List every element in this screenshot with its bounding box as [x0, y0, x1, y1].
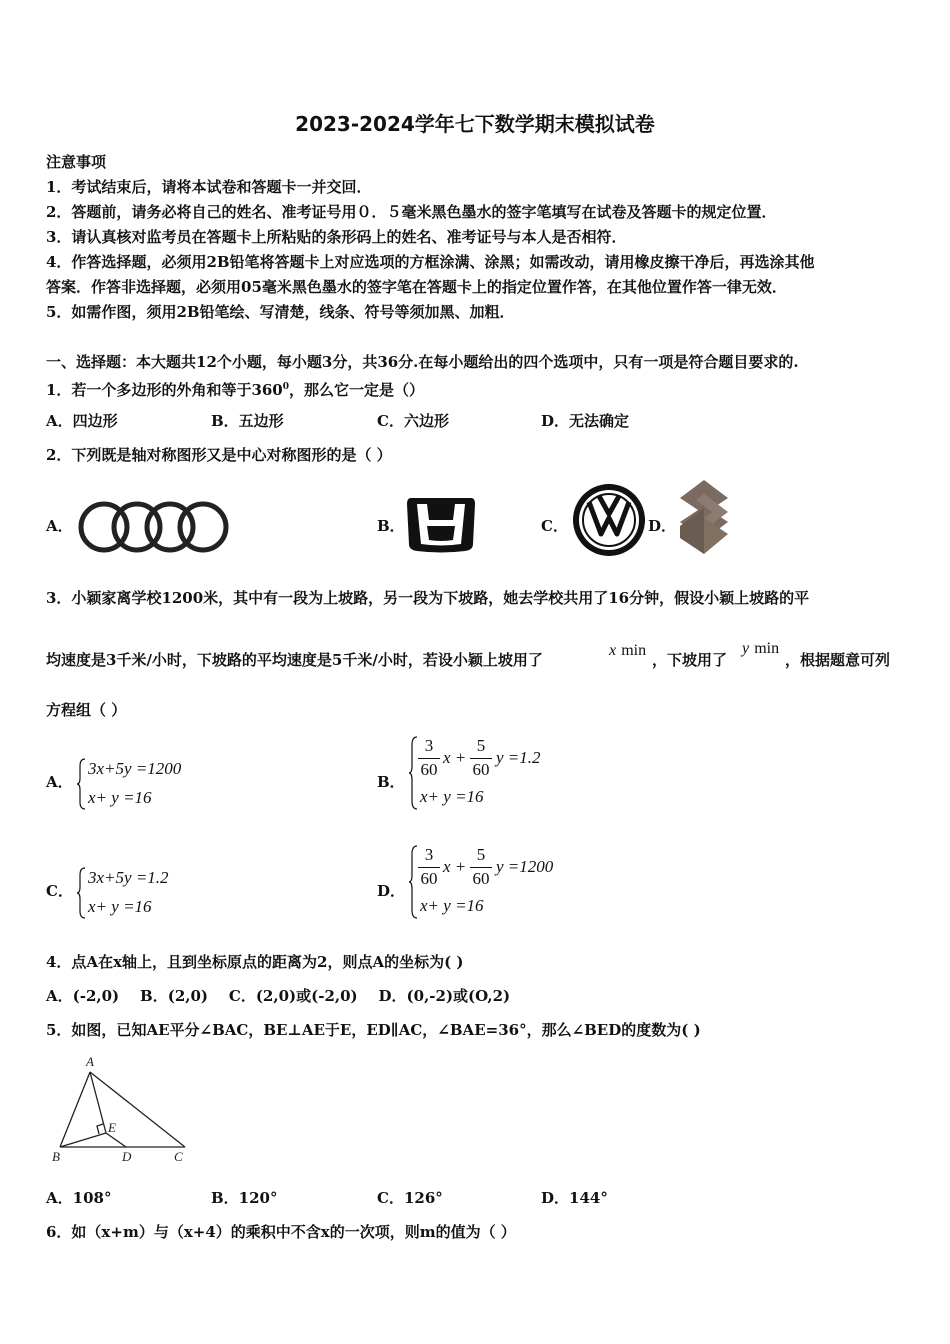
question-3-line2c: ，根据题意可列	[785, 651, 891, 669]
brace-icon	[408, 845, 418, 919]
question-3-line1: 3．小颖家离学校1200米，其中有一段为上坡路，另一段为下坡路，她去学校共用了16分钟，假设小颖上坡路的平	[46, 589, 810, 607]
question-6-stem: 6．如（x+m）与（x+4）的乘积中不含x的一次项，则m的值为（ ）	[46, 1223, 516, 1241]
notice-item: 3．请认真核对监考员在答题卡上所粘贴的条形码上的姓名、准考证号与本人是否相符．	[46, 228, 627, 246]
vertex-label-a: A	[86, 1054, 94, 1069]
q3a-equation-2: x+ y =16	[88, 788, 152, 807]
q1-option-b: B．五边形	[211, 412, 284, 430]
section-heading: 一、选择题：本大题共12个小题，每小题3分，共36分.在每小题给出的四个选项中，只有一项是符合题目要求的.	[46, 353, 799, 371]
y-min-expr: y min	[742, 640, 780, 657]
q3d-frac-den-2: 60	[472, 869, 490, 888]
vertex-label-c: C	[174, 1149, 183, 1164]
q3b-frac-den-1: 60	[420, 760, 438, 779]
question-3-line2a: 均速度是3千米/小时，下坡路的平均速度是5千米/小时，若设小颖上坡用了	[46, 651, 543, 669]
brace-icon	[76, 867, 86, 919]
fraction-bar	[418, 758, 440, 759]
notice-item: 1．考试结束后，请将本试卷和答题卡一并交回．	[46, 178, 372, 196]
vertex-label-b: B	[52, 1149, 60, 1164]
vertex-label-d: D	[122, 1149, 132, 1164]
q3-option-d: D．	[377, 882, 406, 900]
q3b-frac-den-2: 60	[472, 760, 490, 779]
q1-option-a: A．四边形	[46, 412, 118, 430]
q1-option-c: C．六边形	[377, 412, 449, 430]
q3b-end: y =1.2	[496, 748, 541, 767]
q3d-equation-2: x+ y =16	[420, 896, 484, 915]
vertex-label-e: E	[108, 1120, 116, 1135]
question-5-stem: 5．如图，已知AE平分∠BAC，BE⊥AE于E，ED∥AC，∠BAE=36°，那么∠BED的度数为( )	[46, 1021, 701, 1039]
q2-option-a: A．	[46, 517, 73, 535]
brace-icon	[76, 758, 86, 810]
x-min-expr: x min	[609, 642, 647, 659]
brace-icon	[408, 736, 418, 810]
q3b-frac-num-1: 3	[424, 736, 434, 755]
notice-item: 2．答题前，请务必将自己的姓名、准考证号用０．５毫米黑色墨水的签字笔填写在试卷及答题卡的规定位置．	[46, 203, 777, 221]
triangle-figure	[48, 1050, 198, 1166]
q3a-equation-1: 3x+5y =1200	[88, 759, 182, 778]
question-1-stem: 1．若一个多边形的外角和等于$360^0$，那么它一定是（）	[46, 381, 425, 399]
q3b-frac-num-2: 5	[476, 736, 486, 755]
q5-option-c: C．126°	[377, 1189, 443, 1207]
q3d-mid: x +	[443, 857, 467, 876]
q5-option-b: B．120°	[211, 1189, 278, 1207]
q2-option-c: C．	[541, 517, 568, 535]
question-4-stem: 4．点A在x轴上，且到坐标原点的距离为2，则点A的坐标为( )	[46, 953, 464, 971]
fraction-bar	[418, 867, 440, 868]
fraction-bar	[470, 867, 492, 868]
q3b-mid: x +	[443, 748, 467, 767]
four-rings-logo	[74, 500, 230, 554]
q3-option-a: A．	[46, 773, 73, 791]
notice-item: 5．如需作图，须用2B铅笔绘、写清楚，线条、符号等须加黑、加粗．	[46, 303, 515, 321]
q2-option-b: B．	[377, 517, 405, 535]
notice-item: 答案．作答非选择题，必须用05毫米黑色墨水的签字笔在答题卡上的指定位置作答，在其他位置作答一律无效．	[46, 278, 787, 296]
vw-logo	[571, 482, 647, 558]
question-2-stem: 2．下列既是轴对称图形又是中心对称图形的是（ ）	[46, 446, 392, 464]
notice-item: 4．作答选择题，必须用2B铅笔将答题卡上对应选项的方框涂满、涂黑；如需改动，请用橡皮擦干净后，再选涂其他	[46, 253, 815, 271]
page-title: 2023-2024学年七下数学期末模拟试卷	[295, 112, 655, 136]
q3-option-b: B．	[377, 773, 405, 791]
q3d-frac-den-1: 60	[420, 869, 438, 888]
question-3-line2b: ，下坡用了	[652, 651, 728, 669]
q5-option-a: A．108°	[46, 1189, 112, 1207]
q3d-frac-num-2: 5	[476, 845, 486, 864]
question-3-line3: 方程组（ ）	[46, 701, 127, 719]
q3b-equation-2: x+ y =16	[420, 787, 484, 806]
q3c-equation-1: 3x+5y =1.2	[88, 868, 169, 887]
q3d-frac-num-1: 3	[424, 845, 434, 864]
q5-option-d: D．144°	[541, 1189, 608, 1207]
q1-option-d: D．无法确定	[541, 412, 630, 430]
suzuki-s-logo	[676, 478, 732, 556]
q3c-equation-2: x+ y =16	[88, 897, 152, 916]
q3d-end: y =1200	[496, 857, 554, 876]
q4-options: A．(-2,0) B．(2,0) C．(2,0)或(-2,0) D．(0,-2)或(O,2)	[46, 987, 511, 1005]
honda-h-logo	[405, 494, 477, 554]
notice-heading: 注意事项	[46, 153, 107, 171]
fraction-bar	[470, 758, 492, 759]
q2-option-d: D．	[648, 517, 677, 535]
q3-option-c: C．	[46, 882, 73, 900]
